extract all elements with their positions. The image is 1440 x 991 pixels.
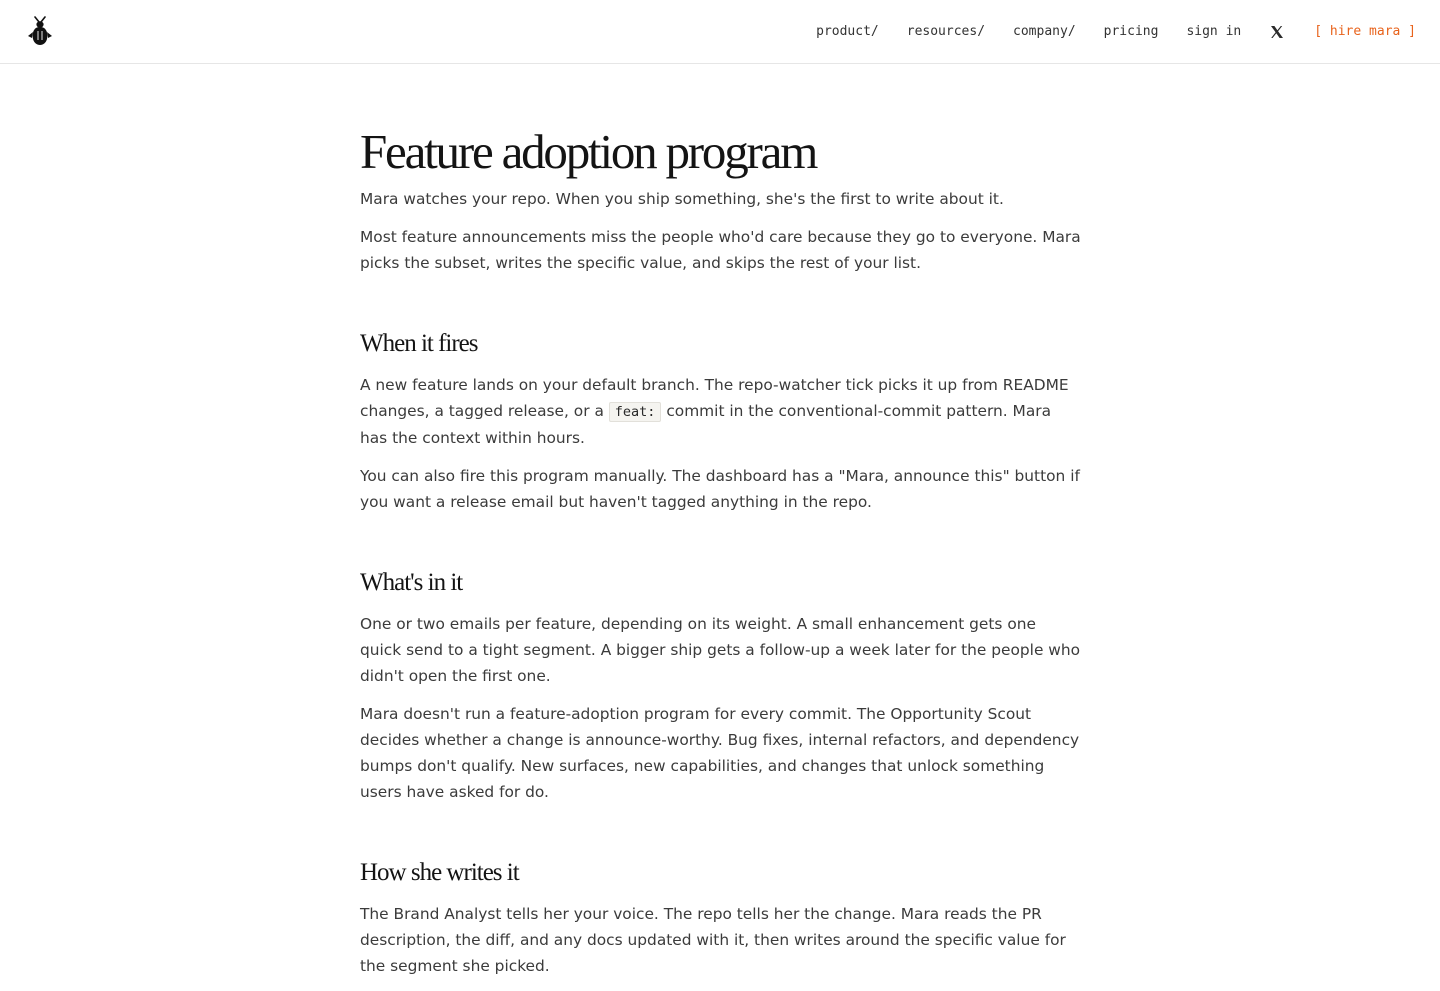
section-how-she-writes-it bbox=[360, 857, 1082, 979]
section-heading: What's in it bbox=[360, 569, 463, 596]
inline-code: feat: bbox=[609, 402, 662, 422]
nav-pricing[interactable]: pricing bbox=[1103, 24, 1159, 39]
paragraph-text: A new feature lands on your default branch. The repo-watcher tick picks it up from README changes, a tagged release, or a bbox=[360, 376, 1069, 420]
section-paragraph: One or two emails per feature, depending on its weight. A small enhancement gets one quick send to a tight segment. A bigger ship gets a follow-up a week later for the people who didn't open the first one. bbox=[360, 615, 1081, 685]
main-nav bbox=[788, 0, 1416, 63]
section-whats-in-it bbox=[360, 567, 1082, 805]
section-paragraph: You can also fire this program manually. The dashboard has a "Mara, announce this" button if you want a release email but haven't tagged anything in the repo. bbox=[360, 467, 1080, 511]
hire-mara-button[interactable]: [ hire mara ] bbox=[1314, 24, 1416, 39]
nav-product[interactable]: product/ bbox=[816, 24, 879, 39]
section-paragraph bbox=[360, 372, 1082, 451]
intro-paragraph-2: Most feature announcements miss the people who'd care because they go to everyone. Mara picks the subset, writes the specific value, and skips the rest of your list. bbox=[360, 228, 1081, 272]
bug-logo-icon[interactable] bbox=[27, 16, 53, 46]
nav-sign-in[interactable]: sign in bbox=[1186, 24, 1242, 39]
section-paragraph: Mara doesn't run a feature-adoption program for every commit. The Opportunity Scout decides whether a change is announce-worthy. Bug fixes, internal refactors, and dependency bumps don't qualify. New surfaces, new capabilities, and changes that unlock something users have asked for do. bbox=[360, 705, 1080, 801]
article bbox=[360, 124, 1082, 991]
section-when-it-fires bbox=[360, 328, 1082, 515]
paragraph-text: commit in the conventional-commit pattern. Mara has the context within hours. bbox=[360, 402, 1052, 447]
intro-paragraph: Mara watches your repo. When you ship something, she's the first to write about it. bbox=[360, 190, 1004, 208]
section-heading: When it fires bbox=[360, 330, 478, 357]
nav-resources[interactable]: resources/ bbox=[906, 24, 986, 39]
section-paragraph: The Brand Analyst tells her your voice. The repo tells her the change. Mara reads the PR description, the diff, and any docs updated with it, then writes around the specific value for the segment she picked. bbox=[360, 905, 1066, 975]
nav-company[interactable]: company/ bbox=[1013, 24, 1076, 39]
page-title: Feature adoption program bbox=[360, 124, 817, 179]
top-navigation-bar bbox=[0, 0, 1440, 64]
x-twitter-icon[interactable] bbox=[1270, 25, 1284, 39]
section-heading: How she writes it bbox=[360, 859, 519, 886]
